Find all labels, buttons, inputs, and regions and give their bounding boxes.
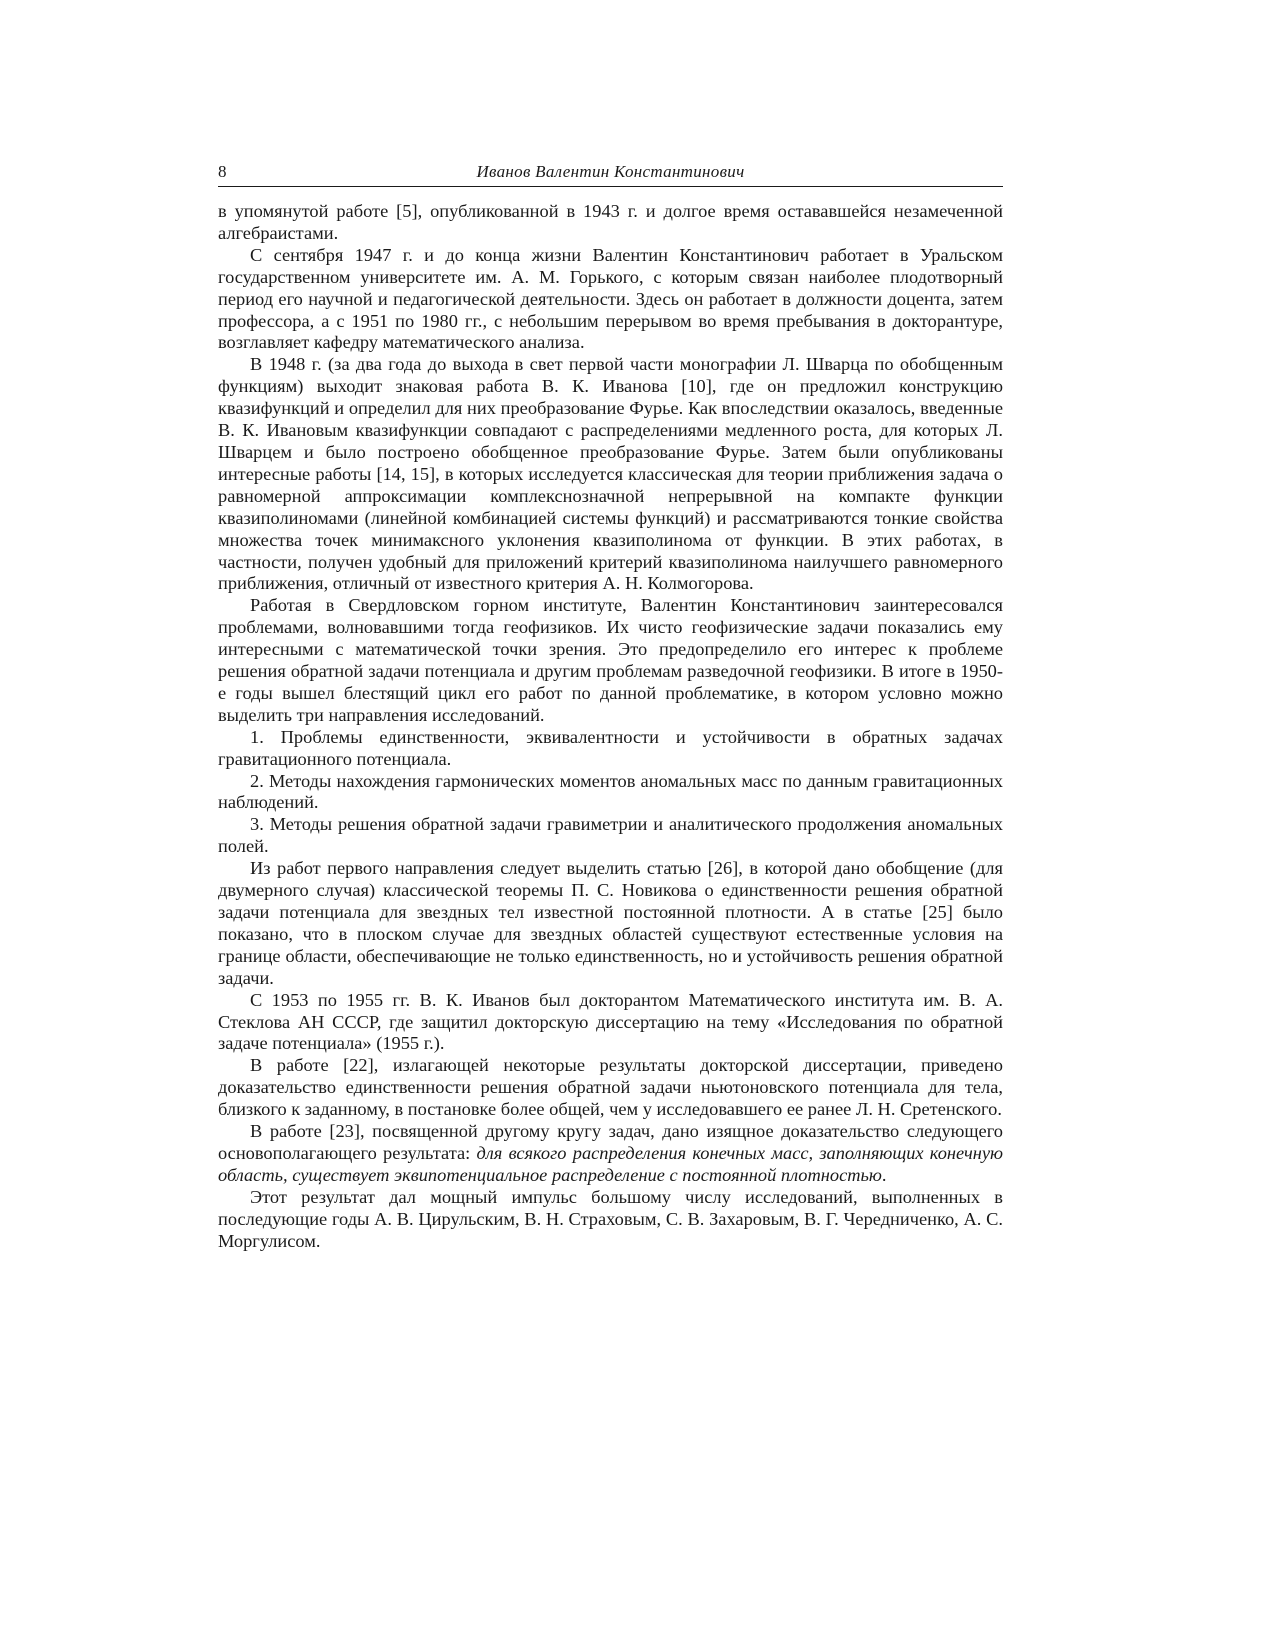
paragraph-mining-institute: Работая в Свердловском горном институте, Валентин Константинович заинтересовался проблемами, волновавшими тогда геофизиков. Их чисто геофизические задачи показались ему интересными с математической точки зрения. Это предопределило его интерес к проблеме решения обратной задачи потенциала и другим проблемам разведочной геофизики. В итоге в 1950-е годы вышел блестящий цикл его работ по данной проблематике, в котором условно можно выделить три направления исследований. xyxy=(218,595,1003,725)
paragraph-continuation: в упомянутой работе [5], опубликованной в 1943 г. и долгое время остававшейся незамеченной алгебраистами. xyxy=(218,201,1003,243)
body-text xyxy=(218,201,1003,1253)
paragraph-work-23-tail: . xyxy=(881,1164,887,1185)
list-item-direction-3: 3. Методы решения обратной задачи гравиметрии и аналитического продолжения аномальных полей. xyxy=(218,814,1003,857)
paragraph-quasifunctions: В 1948 г. (за два года до выхода в свет первой части монографии Л. Шварца по обобщенным функциям) выходит знаковая работа В. К. Иванова [10], где он предложил конструкцию квазифункций и определил для них преобразование Фурье. Как впоследствии оказалось, введенные В. К. Ивановым квазифункции совпадают с распределениями медленного роста, для которых Л. Шварцем и было построено обобщенное преобразование Фурье. Затем были опубликованы интересные работы [14, 15], в которых исследуется классическая для теории приближения задача о равномерной аппроксимации комплекснозначной непрерывной на компакте функции квазиполиномами (линейной комбинацией системы функций) и рассматриваются тонкие свойства множества точек минимаксного уклонения квазиполинома от функции. В этих работах, в частности, получен удобный для приложений критерий квазиполинома наилучшего равномерного приближения, отличный от известного критерия А. Н. Колмогорова. xyxy=(218,354,1003,594)
paragraph-work-23 xyxy=(218,1121,1003,1187)
list-item-direction-1: 1. Проблемы единственности, эквивалентности и устойчивости в обратных задачах гравитационного потенциала. xyxy=(218,726,1003,769)
document-page xyxy=(218,160,1003,1253)
running-header xyxy=(218,160,1003,187)
theorem-statement: для всякого распределения конечных масс, заполняющих конечную область, существует эквипотенциальное распределение с постоянной плотностью xyxy=(218,1142,1003,1185)
paragraph-ural-university: С сентября 1947 г. и до конца жизни Валентин Константинович работает в Уральском государственном университете им. А. М. Горького, с которым связан наиболее плодотворный период его научной и педагогической деятельности. Здесь он работает в должности доцента, затем профессора, а с 1951 по 1980 гг., с небольшим перерывом во время пребывания в докторантуре, возглавляет кафедру математического анализа. xyxy=(218,244,1003,353)
page-number: 8 xyxy=(218,162,227,181)
paragraph-first-direction: Из работ первого направления следует выделить статью [26], в которой дано обобщение (для двумерного случая) классической теоремы П. С. Новикова о единственности решения обратной задачи потенциала для звездных тел известной постоянной плотности. А в статье [25] было показано, что в плоском случае для звездных областей существуют естественные условия на границе области, обеспечивающие не только единственность, но и устойчивость решения обратной задачи. xyxy=(218,858,1003,988)
paragraph-impulse: Этот результат дал мощный импульс большому числу исследований, выполненных в последующие годы А. В. Цирульским, В. Н. Страховым, С. В. Захаровым, В. Г. Чередниченко, А. С. Моргулисом. xyxy=(218,1186,1003,1251)
list-item-direction-2: 2. Методы нахождения гармонических моментов аномальных масс по данным гравитационных наблюдений. xyxy=(218,770,1003,813)
running-title: Иванов Валентин Константинович xyxy=(476,162,745,181)
paragraph-doctorate: С 1953 по 1955 гг. В. К. Иванов был докторантом Математического института им. В. А. Стеклова АН СССР, где защитил докторскую диссертацию на тему «Исследования по обратной задаче потенциала» (1955 г.). xyxy=(218,989,1003,1054)
paragraph-work-22: В работе [22], излагающей некоторые результаты докторской диссертации, приведено доказательство единственности решения обратной задачи ньютоновского потенциала для тела, близкого к заданному, в постановке более общей, чем у исследовавшего ее ранее Л. Н. Сретенского. xyxy=(218,1055,1003,1120)
paragraph-work-23-lead: В работе [23], посвященной другому кругу задач, дано изящное доказательство следующего основополагающего результата: xyxy=(218,1121,1003,1163)
